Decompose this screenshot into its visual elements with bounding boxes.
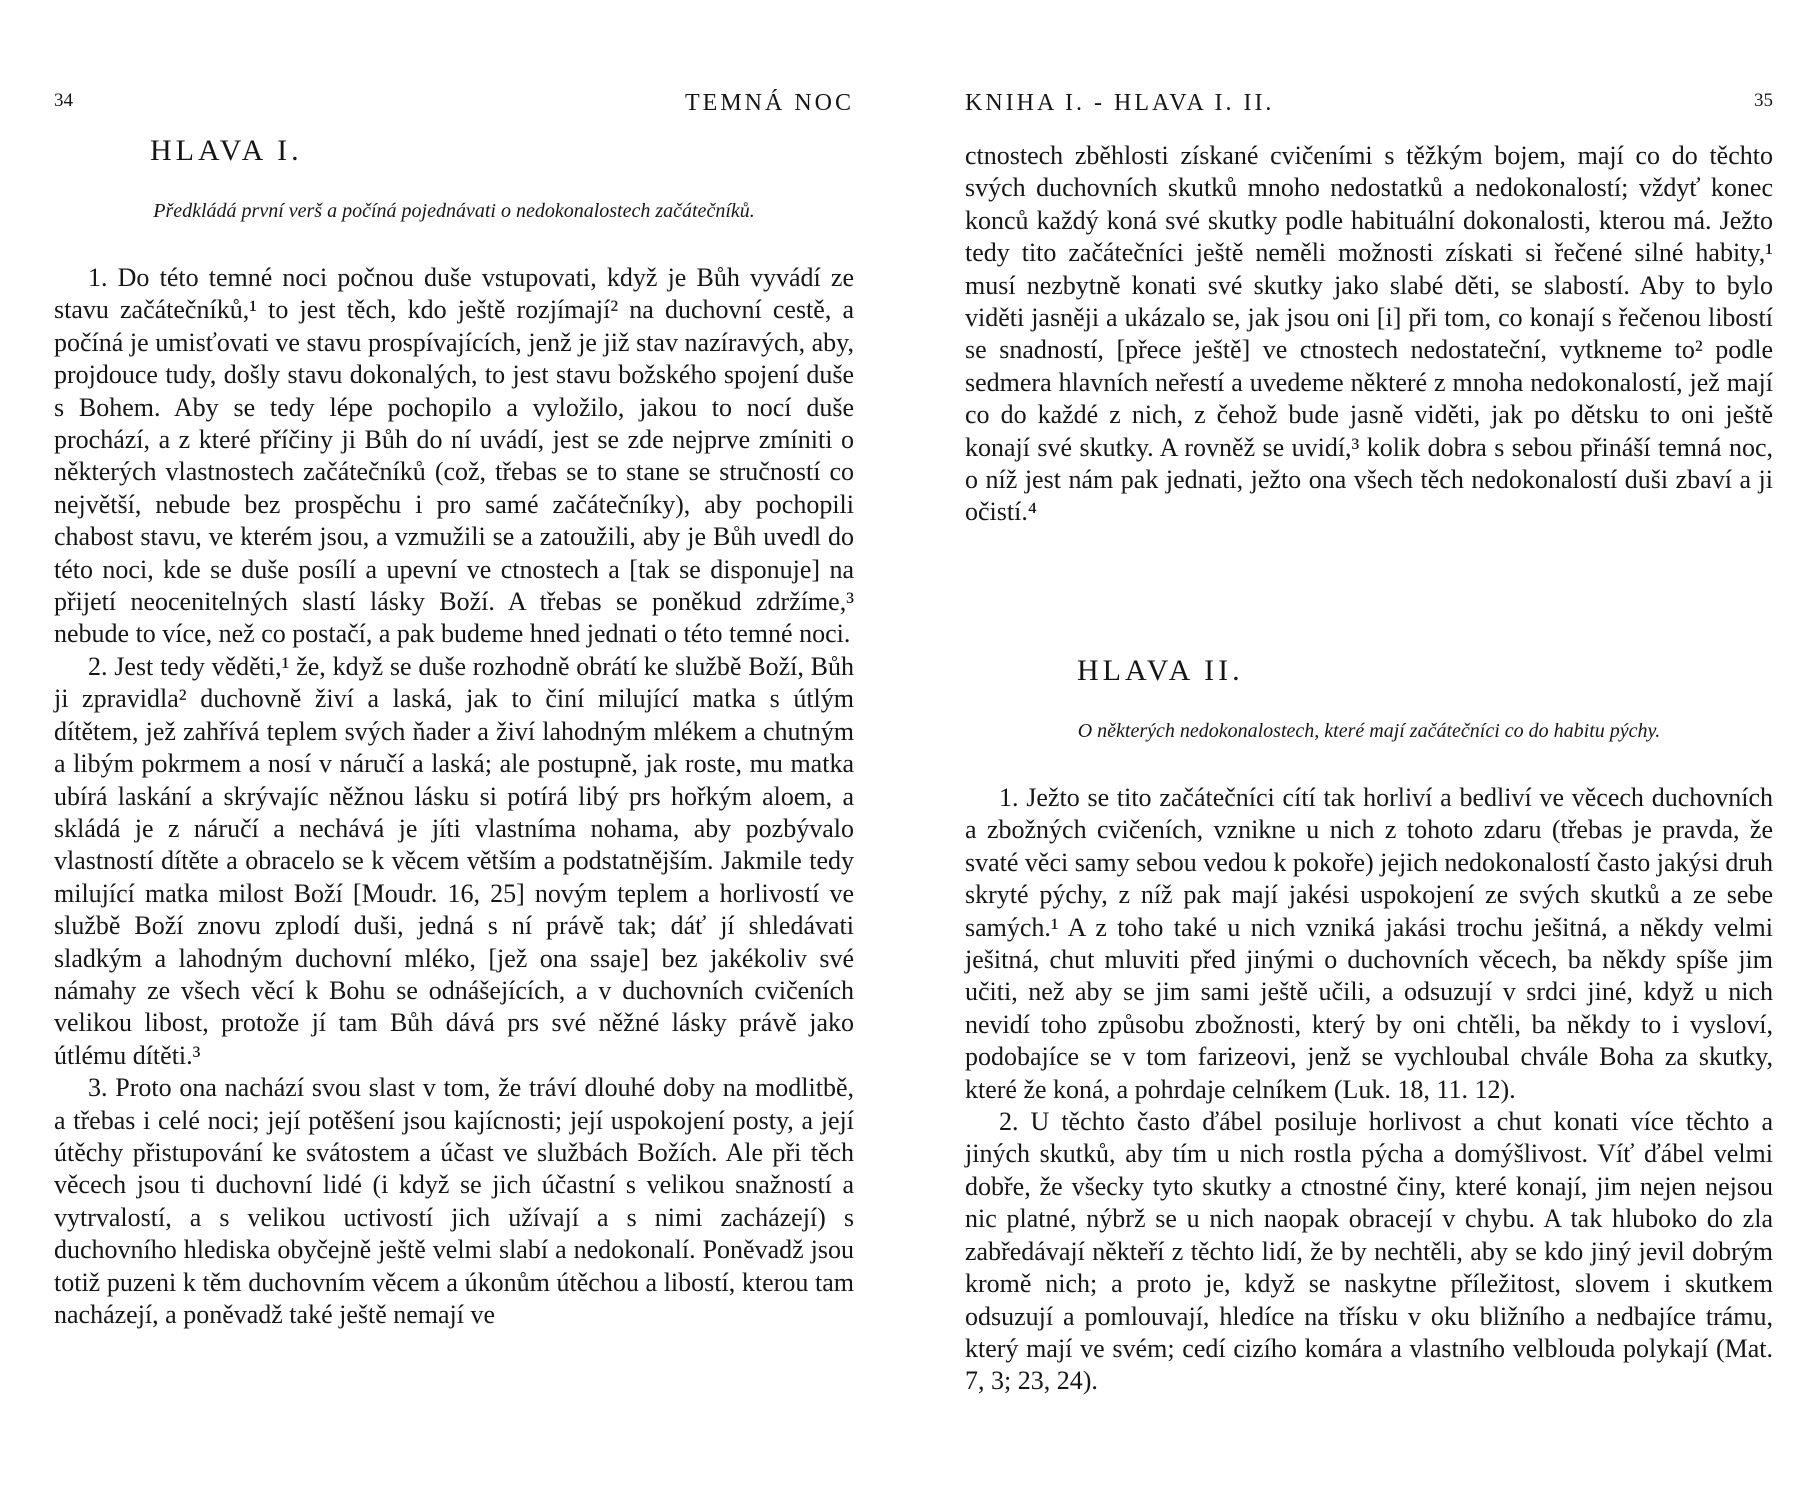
- chapter-body: [54, 262, 854, 1331]
- paragraph: ctnostech zběhlosti získané cvičeními s těžkým bojem, mají co do těchto svých duchovních skutků mnoho nedostatků a nedokonalostí; vždyť konec konců každý koná své skutky podle habituální dokonalosti, kterou má. Ježto tedy tito začátečníci ještě neměli možnosti získati si řečené silné habity,¹ musí nezbytně konati své skutky jako slabé děti, se slabostí. Aby to bylo viděti jasněji a ukázalo se, jak jsou oni [i] při tom, co konají s řečenou libostí se snadností, [přece ještě] ve ctnostech nedostateční, vytkneme to² podle sedmera hlavních neřestí a uvedeme některé z mnoha nedokonalostí, jež mají co do každé z nich, z čehož bude jasně viděti, jak po dětsku to oni ještě konají své skutky. A rovněž se uvidí,³ kolik dobra s sebou přináší temná noc, o níž jest nám pak jednati, ježto ona všech těch nedokonalostí duši zbaví a ji očistí.⁴: [965, 141, 1773, 527]
- paragraph: 1. Ježto se tito začátečníci cítí tak horliví a bedliví ve věcech duchovních a zbožných cvičeních, vznikne u nich z tohoto zdaru (třebas je pravda, že svaté věci samy sebou vedou k pokoře) jejich nedokonalostí často jakýsi druh skryté pýchy, z níž pak mají jakési uspokojení ze svých skutků a ze sebe samých.¹ A z toho také u nich vzniká jakási trochu ješitná, a někdy velmi ješitná, chut mluviti před jinými o duchovních věcech, ba někdy spíše jim učiti, než aby se jim sami ještě učili, a odsuzují v srdci jiné, když u nich nevidí toho způsobu zbožnosti, který by oni chtěli, ba někdy to i vysloví, podobajíce se v tom farizeovi, jenž se vychloubal chvále Boha za skutky, které že koná, a pohrdaje celníkem (Luk. 18, 11. 12).: [965, 783, 1773, 1104]
- chapter-subtitle: O některých nedokonalostech, které mají začátečníci co do habitu pýchy.: [1077, 720, 1661, 742]
- chapter-heading: HLAVA I.: [150, 134, 303, 167]
- page-number: 35: [1754, 90, 1773, 111]
- left-page: [54, 0, 854, 1500]
- running-head: [54, 90, 854, 120]
- paragraph: 2. Jest tedy věděti,¹ že, když se duše rozhodně obrátí ke službě Boží, Bůh ji zpravidla² duchovně živí a laská, jak to činí milující matka s útlým dítětem, jež zahřívá teplem svých ňader a živí lahodným mlékem a chutným a libým pokrmem a nosí v náručí a laská; ale postupně, jak roste, mu matka ubírá laskání a skrývajíc něžnou lásku si potírá libý prs hořkým aloem, a skládá je z náručí a nechává je jíti vlastníma nohama, aby pozbývalo vlastností dítěte a obracelo se k věcem větším a podstatnějším. Jakmile tedy milující matka milost Boží [Moudr. 16, 25] novým teplem a horlivostí ve službě Boží znovu zplodí duši, jedná s ní právě tak; dáť jí shledávati sladkým a lahodným duchovní mléko, [jež ona ssaje] bez jakékoliv své námahy ze všech věcí k Bohu se odnášejících, a v duchovních cvičeních velikou libost, protože jí tam Bůh dává prs své něžné lásky právě jako útlému dítěti.³: [54, 651, 854, 1070]
- chapter-heading: HLAVA II.: [1077, 654, 1244, 687]
- chapter-body: [965, 782, 1773, 1398]
- paragraph: 3. Proto ona nachází svou slast v tom, že tráví dlouhé doby na modlitbě, a třebas i celé noci; její potěšení jsou kajícnosti; její uspokojení posty, a její útěchy přistupování ke svátostem a účast ve službách Božích. Ale při těch věcech jsou ti duchovní lidé (i když se jich účastní s velikou snažností a vytrvalostí, a s velikou uctivostí jich užívají a s nimi zacházejí) s duchovního hlediska obyčejně ještě velmi slabí a nedokonalí. Poněvadž jsou totiž puzeni k těm duchovním věcem a úkonům útěchou a libostí, kterou tam nacházejí, a poněvadž také ještě nemají ve: [54, 1073, 854, 1329]
- paragraph: 2. U těchto často ďábel posiluje horlivost a chut konati více těchto a jiných skutků, aby tím u nich rostla pýcha a domýšlivost. Víť ďábel velmi dobře, že všecky tyto skutky a ctnostné činy, které konají, jim nejen nejsou nic platné, nýbrž se u nich naopak obracejí v chybu. A tak hluboko do zla zabředávají někteří z těchto lidí, že by nechtěli, aby se kdo jiný jevil dobrým kromě nich; a proto je, když se naskytne příležitost, slovem i skutkem odsuzují a pomlouvají, hledíce na třísku v oku bližního a nedbajíce trámu, který mají ve svém; cedí cizího komára a vlastního velblouda polykají (Mat. 7, 3; 23, 24).: [965, 1107, 1773, 1396]
- paragraph: 1. Do této temné noci počnou duše vstupovati, když je Bůh vyvádí ze stavu začátečníků,¹ to jest těch, kdo ještě rozjímají² na duchovní cestě, a počíná je umisťovati ve stavu prospívajících, jenž je již stav nazíravých, aby, projdouce tudy, došly stavu dokonalých, to jest stavu božského spojení duše s Bohem. Aby se tedy lépe pochopilo a vyložilo, jakou to nocí duše prochází, a z které příčiny ji Bůh do ní uvádí, jest se zde nejprve zmíniti o některých vlastnostech začátečníků (což, třebas se to stane se stručností co největší, nebude bez prospěchu i pro samé začátečníky), aby pochopili chabost stavu, ve kterém jsou, a vzmužili se a zatoužili, aby je Bůh uvedl do této noci, kde se duše posílí a upevní ve ctnostech a [tak se disponuje] na přijetí neocenitelných slastí lásky Boží. A třebas se poněkud zdržíme,³ nebude to více, než co postačí, a pak budeme hned jednati o této temné noci.: [54, 263, 854, 649]
- continuation-text: [965, 140, 1773, 529]
- chapter-subtitle: Předkládá první verš a počíná pojednávati o nedokonalostech začátečníků.: [153, 200, 755, 222]
- page-number: 34: [54, 90, 73, 111]
- running-head: [965, 90, 1773, 120]
- running-title: KNIHA I. - HLAVA I. II.: [965, 90, 1275, 116]
- right-page: [965, 0, 1773, 1500]
- running-title: TEMNÁ NOC: [685, 90, 854, 116]
